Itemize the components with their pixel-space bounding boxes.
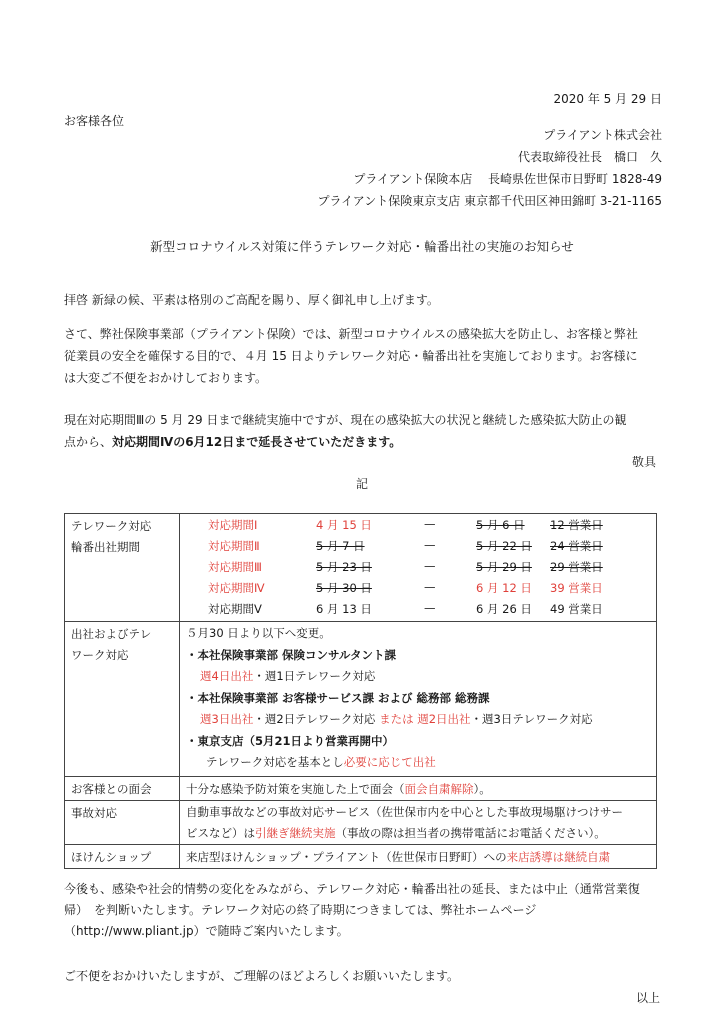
office-main-name: プライアント保険本店 xyxy=(353,172,473,186)
dept-schedule xyxy=(186,752,650,774)
period-dash: — xyxy=(424,538,436,552)
dept-text: ・週3日テレワーク対応 xyxy=(470,712,593,726)
ijou: 以上 xyxy=(635,991,660,1005)
period-end: 6 月 26 日 xyxy=(476,602,532,616)
dept-title: ・本社保険事業部 保険コンサルタント課 xyxy=(186,647,396,662)
schedule-table xyxy=(64,513,657,869)
table-row xyxy=(65,776,657,800)
period-row xyxy=(186,537,650,558)
period-days: 12 営業日 xyxy=(550,518,603,532)
dept-schedule xyxy=(186,666,650,688)
accident-red-text: 引継ぎ継続実施 xyxy=(255,825,336,840)
period-end: 5 月 6 日 xyxy=(476,518,525,532)
period-dash: — xyxy=(424,517,436,531)
shop-red-text: 来店誘導は継続自粛 xyxy=(506,849,611,864)
period-days: 39 営業日 xyxy=(550,581,603,595)
period-start: 5 月 7 日 xyxy=(316,539,365,553)
period-start: 5 月 23 日 xyxy=(316,560,372,574)
office-main xyxy=(353,170,662,187)
closing-paragraph xyxy=(64,879,662,942)
dept-red-text: 週4日出社 xyxy=(200,669,254,683)
closing-line: 今後も、感染や社会的情勢の変化をみながら、テレワーク対応・輪番出社の延長、または中止（通常営業復 xyxy=(64,882,640,896)
paragraph-2-text: 点から、 xyxy=(64,435,113,449)
period-end: 5 月 22 日 xyxy=(476,539,532,553)
keigu: 敬具 xyxy=(631,455,656,469)
office-tokyo-address: 東京都千代田区神田錦町 3-21-1165 xyxy=(464,194,662,208)
document-title: 新型コロナウイルス対策に伴うテレワーク対応・輪番出社の実施のお知らせ xyxy=(150,239,574,254)
paragraph-1-line: は大変ご不便をおかけしております。 xyxy=(64,371,268,385)
paragraph-2 xyxy=(64,409,662,453)
period-row xyxy=(186,558,650,579)
label-line: ワーク対応 xyxy=(71,648,129,662)
change-intro: ５月30 日より以下へ変更。 xyxy=(186,626,331,640)
extension-notice: 対応期間Ⅳの6月12日まで延長させていただきます。 xyxy=(112,435,402,449)
row-label-period xyxy=(65,514,180,622)
dept-text: ・週2日テレワーク対応 xyxy=(253,712,380,726)
dept-text: ・週1日テレワーク対応 xyxy=(253,669,376,683)
accident-details xyxy=(180,800,657,844)
meeting-red-text: 面会自粛解除 xyxy=(404,781,474,796)
period-days: 49 営業日 xyxy=(550,602,603,616)
dept-title: ・本社保険事業部 お客様サービス課 および 総務部 総務課 xyxy=(186,690,490,705)
period-start: 4 月 15 日 xyxy=(316,518,372,532)
paragraph-2-line: 現在対応期間Ⅲの 5 月 29 日まで継続実施中ですが、現在の感染拡大の状況と継続した感染拡大防止の観 xyxy=(64,413,627,427)
period-name: 対応期間Ⅲ xyxy=(208,560,262,574)
addressee: お客様各位 xyxy=(64,114,125,128)
period-name: 対応期間Ⅰ xyxy=(208,518,258,532)
row-label-meeting: お客様との面会 xyxy=(65,776,180,800)
shop-details xyxy=(180,844,657,868)
closing-line: （http://www.pliant.jp）で随時ご案内いたします。 xyxy=(64,924,349,938)
dept-red-text: 必要に応じて出社 xyxy=(343,755,436,769)
company-name: プライアント株式会社 xyxy=(543,128,662,142)
ki: 記 xyxy=(356,477,369,491)
period-dash: — xyxy=(424,601,436,615)
label-line: テレワーク対応 xyxy=(71,519,152,533)
accident-text: （事故の際は担当者の携帯電話にお電話ください）。 xyxy=(335,825,606,840)
period-end: 6 月 12 日 xyxy=(476,581,532,595)
greeting: 拝啓 新緑の候、平素は格別のご高配を賜り、厚く御礼申し上げます。 xyxy=(64,293,439,307)
meeting-text: 十分な感染予防対策を実施した上で面会（ xyxy=(186,781,405,796)
dept-title: ・東京支店（5月21日より営業再開中） xyxy=(186,733,395,748)
accident-text: 自動車事故などの事故対応サービス（佐世保市内を中心とした事故現場駆けつけサー xyxy=(186,804,623,819)
dept-schedule xyxy=(186,709,650,731)
period-row xyxy=(186,579,650,600)
closing-request: ご不便をおかけいたしますが、ご理解のほどよろしくお願いいたします。 xyxy=(64,969,460,983)
dept-text: テレワーク対応を基本とし xyxy=(206,755,344,769)
paragraph-1-line: さて、弊社保険事業部（プライアント保険）では、新型コロナウイルスの感染拡大を防止し、お客様と弊社 xyxy=(64,327,638,341)
table-row xyxy=(65,622,657,777)
period-name: 対応期間Ⅳ xyxy=(208,581,265,595)
period-row xyxy=(186,516,650,537)
accident-text: ビスなど）は xyxy=(186,825,255,840)
shop-text: 来店型ほけんショップ・プライアント（佐世保市日野町）への xyxy=(186,849,507,864)
paragraph-1-line: 従業員の安全を確保する目的で、４月 15 日よりテレワーク対応・輪番出社を実施しております。お客様に xyxy=(64,349,638,363)
table-row xyxy=(65,844,657,868)
period-end: 5 月 29 日 xyxy=(476,560,532,574)
letter-date: 2020 年 5 月 29 日 xyxy=(553,92,662,106)
period-row xyxy=(186,600,650,621)
office-tokyo-name: プライアント保険東京支店 xyxy=(317,194,461,208)
closing-line: 帰） を判断いたします。テレワーク対応の終了時期につきましては、弊社ホームページ xyxy=(64,903,537,917)
table-row xyxy=(65,514,657,622)
meeting-details xyxy=(180,776,657,800)
row-label-work-style xyxy=(65,622,180,777)
period-list xyxy=(180,514,657,622)
period-dash: — xyxy=(424,559,436,573)
period-dash: — xyxy=(424,580,436,594)
row-label-accident: 事故対応 xyxy=(65,800,180,844)
meeting-text-end: ）。 xyxy=(473,781,491,796)
period-days: 29 営業日 xyxy=(550,560,603,574)
office-main-address: 長崎県佐世保市日野町 1828-49 xyxy=(488,172,662,186)
row-label-shop: ほけんショップ xyxy=(65,844,180,868)
dept-red-text: または 週2日出社 xyxy=(379,712,471,726)
office-tokyo xyxy=(317,192,662,209)
period-name: 対応期間Ⅴ xyxy=(208,602,262,616)
period-start: 5 月 30 日 xyxy=(316,581,372,595)
period-name: 対応期間Ⅱ xyxy=(208,539,260,553)
dept-red-text: 週3日出社 xyxy=(200,712,254,726)
label-line: 輪番出社期間 xyxy=(71,540,140,554)
paragraph-1 xyxy=(64,323,662,389)
table-row xyxy=(65,800,657,844)
period-start: 6 月 13 日 xyxy=(316,602,372,616)
representative: 代表取締役社長 橋口 久 xyxy=(517,150,662,164)
work-style-details xyxy=(180,622,657,777)
label-line: 出社およびテレ xyxy=(71,627,152,641)
paragraph-2-line xyxy=(64,431,662,453)
period-days: 24 営業日 xyxy=(550,539,603,553)
accident-text-line xyxy=(186,823,650,844)
